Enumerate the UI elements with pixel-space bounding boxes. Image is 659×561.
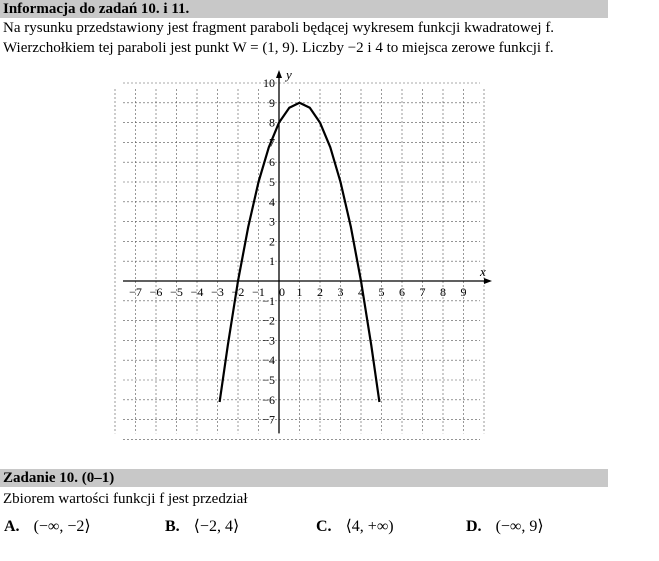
task-header <box>0 469 608 487</box>
parabola-chart <box>0 60 659 445</box>
y-tick-label: −3 <box>262 333 275 348</box>
x-tick-label: 7 <box>419 285 426 299</box>
option-value: ⟨4, +∞) <box>345 518 394 535</box>
x-tick-label: 5 <box>378 285 385 299</box>
option-letter: D. <box>466 518 482 535</box>
x-tick-label: 8 <box>440 285 446 299</box>
y-tick-label: −7 <box>262 412 275 427</box>
y-tick-label: −1 <box>262 293 275 308</box>
x-axis-label: x <box>480 264 486 279</box>
y-tick-label: 8 <box>269 115 275 130</box>
task-question: Zbiorem wartości funkcji f jest przedział <box>3 491 248 507</box>
section-title: Informacja do zadań 10. i 11. <box>3 1 190 17</box>
option-value: ⟨−2, 4⟩ <box>193 518 240 535</box>
y-tick-label: −5 <box>262 373 275 387</box>
section-header <box>0 0 608 18</box>
y-tick-label: 5 <box>269 175 275 189</box>
y-tick-label: −2 <box>262 313 275 328</box>
x-tick-label: −3 <box>211 285 224 299</box>
y-tick-label: −4 <box>262 353 275 368</box>
intro-line-2: Wierzchołkiem tej paraboli jest punkt W = (1, 9). Liczby −2 i 4 to miejsca zerowe funkcji f. <box>3 40 554 56</box>
option-letter: B. <box>165 518 180 535</box>
y-tick-label: 1 <box>269 254 275 269</box>
x-tick-label: −5 <box>170 285 183 299</box>
answer-option-a[interactable] <box>4 517 91 537</box>
x-tick-label: −4 <box>190 285 204 299</box>
option-value: (−∞, −2⟩ <box>33 518 91 535</box>
intro-line-1: Na rysunku przedstawiony jest fragment paraboli będącej wykresem funkcji kwadratowej f. <box>3 20 555 36</box>
option-letter: A. <box>4 518 20 535</box>
y-axis-arrow <box>276 70 282 78</box>
y-tick-label: 3 <box>269 214 275 229</box>
option-value: (−∞, 9⟩ <box>495 518 544 535</box>
answer-option-b[interactable] <box>165 517 239 537</box>
x-tick-label: 4 <box>358 285 364 299</box>
y-tick-label: 6 <box>269 155 275 170</box>
y-tick-label: −6 <box>262 392 275 407</box>
option-letter: C. <box>316 518 332 535</box>
x-tick-label: 0 <box>279 285 285 299</box>
task-title: Zadanie 10. (0–1) <box>3 470 115 486</box>
x-tick-label: 6 <box>399 285 405 299</box>
answer-option-d[interactable] <box>466 517 544 537</box>
y-tick-label: 4 <box>269 194 275 209</box>
y-tick-label: 2 <box>269 234 275 249</box>
x-tick-label: 9 <box>460 285 467 299</box>
x-tick-label: −7 <box>129 285 142 299</box>
x-tick-label: 2 <box>317 285 323 299</box>
y-axis-label: y <box>286 67 292 82</box>
x-tick-label: 3 <box>337 285 344 299</box>
x-tick-label: −1 <box>252 285 265 299</box>
x-tick-label: −2 <box>231 285 245 299</box>
y-tick-label: 10 <box>263 76 275 90</box>
x-tick-label: 1 <box>296 285 303 299</box>
x-tick-label: −6 <box>149 285 163 299</box>
y-tick-label: 7 <box>269 135 275 150</box>
y-tick-label: 9 <box>269 95 275 110</box>
answer-option-c[interactable] <box>316 517 394 537</box>
